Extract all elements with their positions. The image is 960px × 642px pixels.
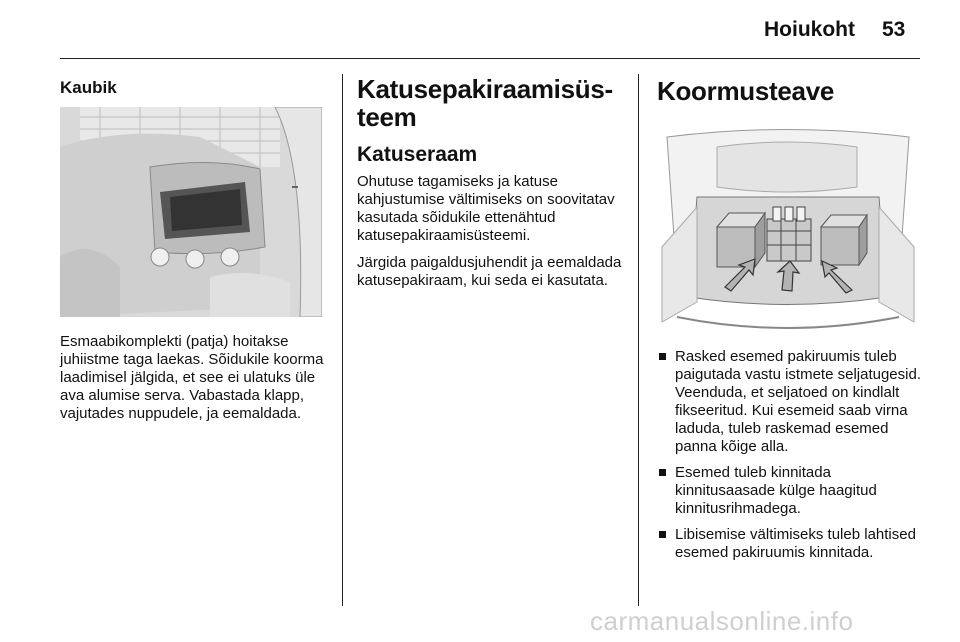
paragraph-roof-rack-2: Järgida paigaldusjuhendit ja eemaldada katusepakiraam, kui seda ei kasutata. bbox=[357, 254, 622, 289]
bullet-text: Rasked esemed pakiruumis tuleb paigutada vastu istmete seljatugesid. Veenduda, et seljatoed on kindlalt fikseeritud. Kui esemeid saab virna laduda, tuleb raskemad esemed panna kõige alla. bbox=[675, 348, 921, 455]
cargo-loading-illustration bbox=[657, 127, 919, 335]
bullet-text: Esemed tuleb kinnitada kinnitusaasade külge haagitud kinnitusrihmadega. bbox=[675, 464, 877, 517]
roof-rack-text bbox=[357, 173, 627, 299]
bullet-square bbox=[659, 469, 666, 476]
heading-line-1: Katusepakiraamisüs- bbox=[357, 74, 613, 104]
page-number: 53 bbox=[882, 18, 906, 41]
header-rule bbox=[60, 58, 920, 59]
section-heading-roof-rack bbox=[357, 75, 637, 131]
first-aid-kit-illustration bbox=[60, 107, 322, 317]
list-item bbox=[657, 348, 925, 456]
paragraph-roof-rack-1: Ohutuse tagamiseks ja katuse kahjustumise vältimiseks on soovitatav kasutada sõidukile ettenähtud katusepakiraamisüsteemi. bbox=[357, 173, 615, 244]
subheading-katuseraam: Katuseraam bbox=[357, 143, 478, 166]
section-heading-koormusteave: Koormusteave bbox=[657, 76, 835, 106]
column-divider-1 bbox=[342, 74, 343, 606]
list-item bbox=[657, 526, 925, 562]
column-divider-2 bbox=[638, 74, 639, 606]
bullet-text: Libisemise vältimiseks tuleb lahtised esemed pakiruumis kinnitada. bbox=[675, 526, 916, 561]
bullet-square bbox=[659, 531, 666, 538]
list-item bbox=[657, 464, 925, 518]
heading-line-2: teem bbox=[357, 102, 417, 132]
watermark: carmanualsonline.info bbox=[590, 606, 854, 636]
loading-instructions-list bbox=[657, 348, 925, 570]
bullet-square bbox=[659, 353, 666, 360]
paragraph-kaubik: Esmaabikomplekti (patja) hoitakse juhiistme taga laekas. Sõidukile koorma laadimisel jälgida, et see ei ulatuks üle ava alumise serva. Vabastada klapp, vajutades nuppudele, ja eemaldada. bbox=[60, 333, 324, 422]
page-header-title: Hoiukoht bbox=[764, 18, 855, 41]
section-heading-kaubik: Kaubik bbox=[60, 78, 117, 97]
